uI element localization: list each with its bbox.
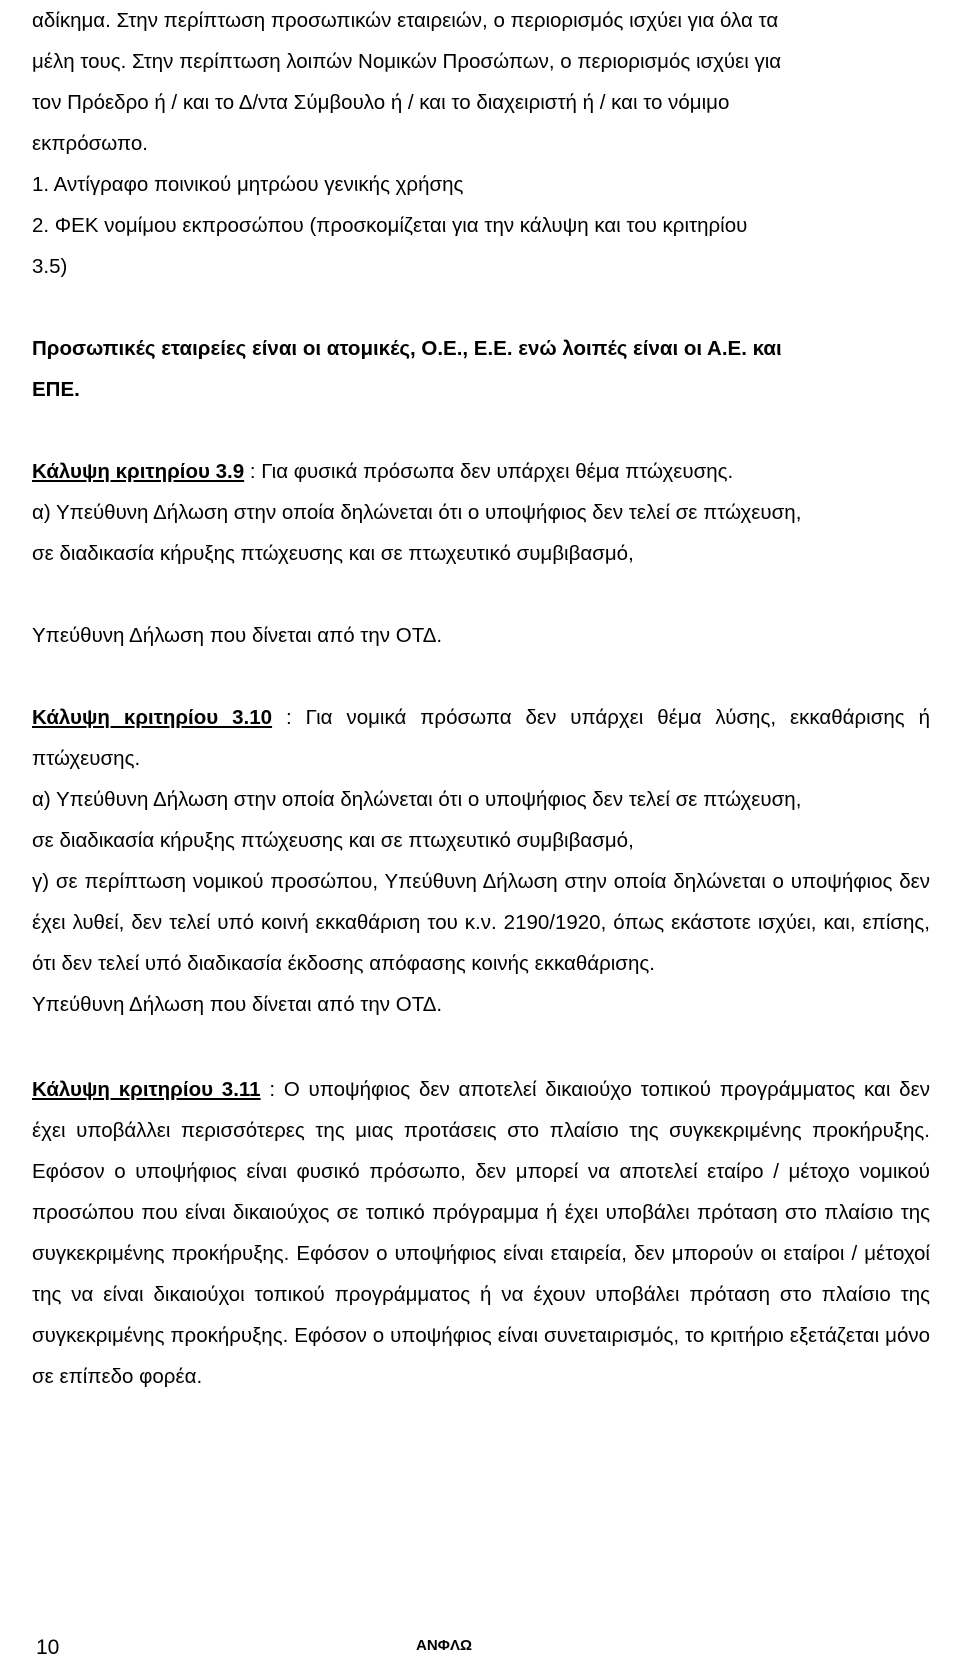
intro-line-1: αδίκημα. Στην περίπτωση προσωπικών εταιρειών, ο περιορισμός ισχύει για όλα τα bbox=[32, 9, 779, 32]
intro-line-4: εκπρόσωπο. bbox=[32, 132, 148, 155]
criterion-3-10-heading: Κάλυψη κριτηρίου 3.10 bbox=[32, 706, 273, 729]
intro-line-3: τον Πρόεδρο ή / και το Δ/ντα Σύμβουλο ή / και το διαχειριστή ή / και το νόμιμο bbox=[32, 91, 730, 114]
criterion-3-10-paragraph bbox=[32, 697, 930, 779]
criterion-3-9-paragraph bbox=[32, 451, 930, 492]
criterion-3-9-declaration-line-1: α) Υπεύθυνη Δήλωση στην οποία δηλώνεται ότι ο υποψήφιος δεν τελεί σε πτώχευση, bbox=[32, 501, 802, 524]
company-note-line-1: Προσωπικές εταιρείες είναι οι ατομικές, Ο.Ε., Ε.Ε. ενώ λοιπές είναι οι Α.Ε. και bbox=[32, 337, 782, 360]
footer-organization: ΑΝΦΛΩ bbox=[416, 1637, 473, 1654]
criterion-3-9-text: : Για φυσικά πρόσωπα δεν υπάρχει θέμα πτώχευσης. bbox=[244, 460, 734, 483]
criterion-3-11-paragraph bbox=[32, 1069, 930, 1397]
criterion-3-10-otd-declaration: Υπεύθυνη Δήλωση που δίνεται από την ΟΤΔ. bbox=[32, 993, 443, 1016]
criterion-3-9-otd-declaration: Υπεύθυνη Δήλωση που δίνεται από την ΟΤΔ. bbox=[32, 624, 443, 647]
criterion-3-10-declaration-line-1: α) Υπεύθυνη Δήλωση στην οποία δηλώνεται ότι ο υποψήφιος δεν τελεί σε πτώχευση, bbox=[32, 788, 802, 811]
criterion-3-10-legal-entity-paragraph: γ) σε περίπτωση νομικού προσώπου, Υπεύθυνη Δήλωση στην οποία δηλώνεται ο υποψήφιος δεν έχει λυθεί, δεν τελεί υπό κοινή εκκαθάριση του κ.ν. 2190/1920, όπως εκάστοτε ισχύει, και, επίσης, ότι δεν τελεί υπό διαδικασία έκδοσης απόφασης κοινής εκκαθάρισης. bbox=[32, 870, 930, 975]
criterion-3-10-text: : Για νομικά πρόσωπα δεν υπάρχει θέμα λύσης, εκκαθάρισης ή πτώχευσης. bbox=[32, 706, 930, 770]
page-number: 10 bbox=[36, 1636, 60, 1659]
criterion-3-11-text: : Ο υποψήφιος δεν αποτελεί δικαιούχο τοπικού προγράμματος και δεν έχει υποβάλλει περισσότερες της μιας προτάσεις στο πλαίσιο της συγκεκριμένης προκήρυξης. Εφόσον ο υποψήφιος είναι φυσικό πρόσωπο, δεν μπορεί να αποτελεί εταίρο / μέτοχο νομικού προσώπου που είναι δικαιούχος σε τοπικό πρόγραμμα ή έχει υποβάλει πρόταση στο πλαίσιο της συγκεκριμένης προκήρυξης. Εφόσον ο υποψήφιος είναι εταιρεία, δεν μπορούν οι εταίροι / μέτοχοί της να είναι δικαιούχοι τοπικού προγράμματος ή να έχουν υποβάλει πρόταση στο πλαίσιο της συγκεκριμένης προκήρυξης. Εφόσον ο υποψήφιος είναι συνεταιρισμός, το κριτήριο εξετάζεται μόνο σε επίπεδο φορέα. bbox=[32, 1078, 930, 1388]
criterion-3-9-heading: Κάλυψη κριτηρίου 3.9 bbox=[32, 460, 245, 483]
document-page bbox=[32, 0, 930, 1397]
doc-item-2: 2. ΦΕΚ νομίμου εκπροσώπου (προσκομίζεται για την κάλυψη και του κριτηρίου bbox=[32, 214, 748, 237]
doc-item-1: 1. Αντίγραφο ποινικού μητρώου γενικής χρήσης bbox=[32, 173, 464, 196]
criterion-3-10-declaration-line-2: σε διαδικασία κήρυξης πτώχευσης και σε πτωχευτικό συμβιβασμό, bbox=[32, 829, 634, 852]
criterion-3-9-declaration-line-2: σε διαδικασία κήρυξης πτώχευσης και σε πτωχευτικό συμβιβασμό, bbox=[32, 542, 634, 565]
company-note-line-2: ΕΠΕ. bbox=[32, 378, 80, 401]
intro-line-2: μέλη τους. Στην περίπτωση λοιπών Νομικών Προσώπων, ο περιορισμός ισχύει για bbox=[32, 50, 782, 73]
criterion-3-11-heading: Κάλυψη κριτηρίου 3.11 bbox=[32, 1078, 261, 1101]
doc-item-2-continued: 3.5) bbox=[32, 255, 68, 278]
